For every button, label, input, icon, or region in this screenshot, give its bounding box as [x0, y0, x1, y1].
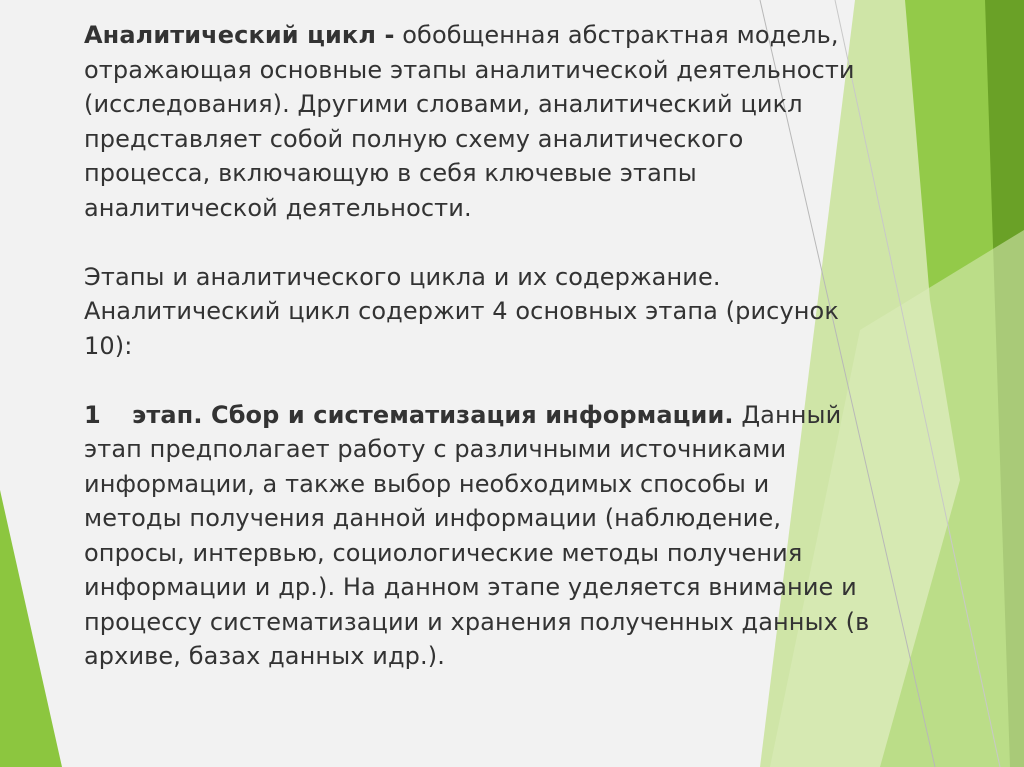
text-line: этап предполагает работу с различными источниками [84, 435, 787, 463]
text-line: отражающая основные этапы аналитической деятельности [84, 55, 855, 84]
text-line: архиве, базах данных идр.). [84, 642, 445, 670]
text-line: процессу систематизации и хранения полученных данных (в [84, 607, 870, 636]
stage-number: 1 [84, 400, 101, 429]
slide-body-text [84, 18, 984, 674]
text-line: представляет собой полную схему аналитического [84, 124, 744, 153]
stage-heading: этап. Сбор и систематизация информации. [132, 400, 734, 429]
text-line: аналитической деятельности. [84, 193, 472, 222]
text-line: Этапы и аналитического цикла и их содержание. [84, 262, 721, 291]
text-line: Данный [733, 400, 842, 429]
text-line: информации и др.). На данном этапе уделяется внимание и [84, 573, 857, 601]
paragraph-stages-intro [84, 260, 984, 364]
paragraph-definition [84, 18, 984, 225]
text-line: процесса, включающую в себя ключевые этапы [84, 159, 697, 187]
term-analytical-cycle: Аналитический цикл - [84, 21, 395, 49]
text-line: 10): [84, 331, 133, 360]
paragraph-stage-1 [84, 398, 984, 674]
text-line: методы получения данной информации (наблюдение, [84, 504, 782, 532]
text-line: обобщенная абстрактная модель, [394, 21, 839, 49]
text-line: информации, а также выбор необходимых способы и [84, 469, 770, 498]
text-line: (исследования). Другими словами, аналитический цикл [84, 90, 803, 118]
text-line: опросы, интервью, социологические методы получения [84, 538, 803, 567]
text-line: Аналитический цикл содержит 4 основных этапа (рисунок [84, 297, 839, 325]
